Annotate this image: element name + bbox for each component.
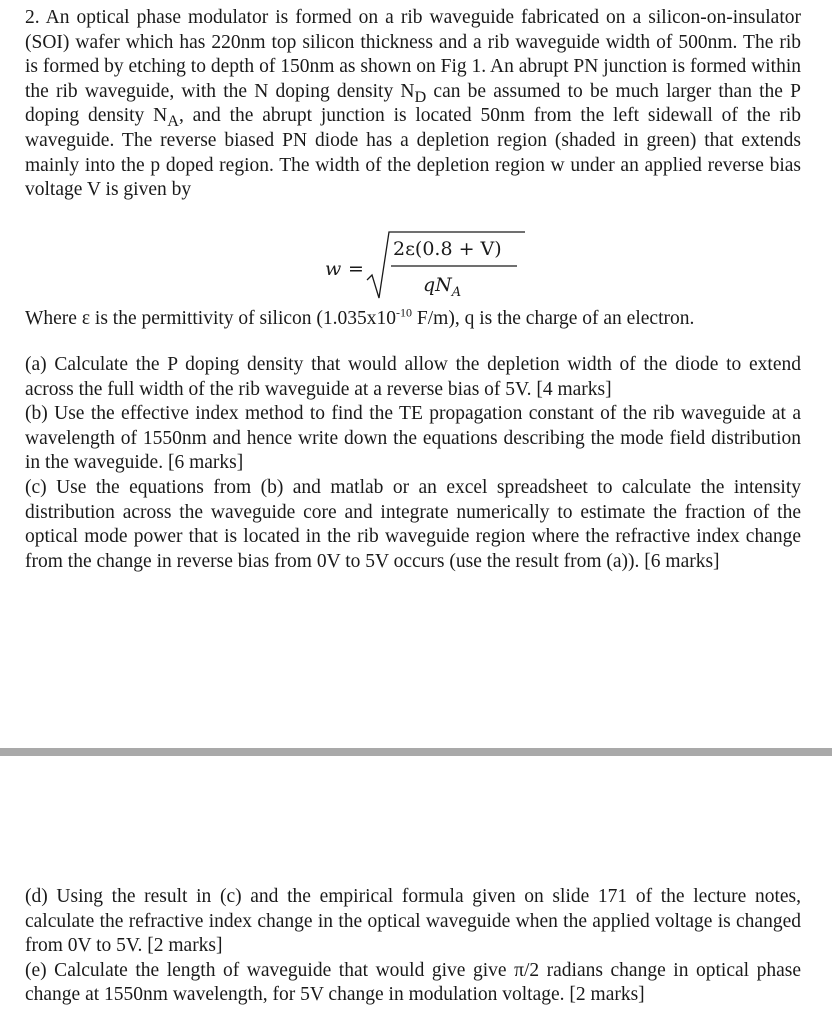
intro-text-3: , and the abrupt junction is located 50nm from the left sidewall of the rib waveguide. The reverse biased PN diode has a depletion region (shaded in green) that extends mainly into the p doped region. The width of the depletion region w under an applied reverse bias voltage V is given by	[25, 105, 801, 201]
where-exponent: -10	[396, 305, 413, 320]
question-parts-a-c	[25, 353, 801, 574]
question-intro	[25, 6, 801, 203]
page-divider	[0, 748, 832, 756]
question-parts-d-e	[25, 885, 801, 1008]
formula-denominator-base: qN	[423, 274, 452, 296]
where-text-after: F/m), q is the charge of an electron.	[412, 308, 695, 329]
part-e: (e) Calculate the length of waveguide that would give give π/2 radians change in optical phase change at 1550nm wavelength, for 5V change in modulation voltage. [2 marks]	[25, 959, 801, 1006]
part-c: (c) Use the equations from (b) and matlab or an excel spreadsheet to calculate the intensity distribution across the waveguide core and integrate numerically to estimate the fraction of the optical mode power that is located in the rib waveguide region where the refractive index change from the change in reverse bias from 0V to 5V occurs (use the result from (a)). [6 marks]	[25, 476, 801, 572]
na-subscript: A	[167, 112, 179, 131]
where-text-before: Where ε is the permittivity of silicon (1.035x10	[25, 308, 397, 329]
question-number: 2.	[25, 7, 40, 28]
depletion-width-formula	[325, 228, 545, 308]
intro-text-2: can be assumed to be much larger than the P doping density N	[25, 80, 801, 127]
nd-subscript: D	[414, 87, 427, 106]
formula-denominator	[423, 274, 462, 300]
part-b: (b) Use the effective index method to find the TE propagation constant of the rib waveguide at a wavelength of 1550nm and hence write down the equations describing the mode field distribution in the waveguide. [6 marks]	[25, 403, 801, 474]
formula-denominator-sub: A	[451, 284, 462, 300]
permittivity-note	[25, 307, 801, 332]
intro-text-1: An optical phase modulator is formed on a rib waveguide fabricated on a silicon-on-insulator (SOI) wafer which has 220nm top silicon thickness and a rib waveguide width of 500nm. The rib is formed by etching to depth of 150nm as shown on Fig 1. An abrupt PN junction is formed within the rib waveguide, with the N doping density N	[25, 7, 801, 102]
formula-lhs: w	[325, 258, 342, 280]
formula-numerator: 2ε(0.8 + V)	[393, 238, 502, 260]
part-d: (d) Using the result in (c) and the empirical formula given on slide 171 of the lecture notes, calculate the refractive index change in the optical waveguide when the applied voltage is changed from 0V to 5V. [2 marks]	[25, 886, 801, 957]
formula-equals: =	[348, 258, 364, 280]
part-a: (a) Calculate the P doping density that would allow the depletion width of the diode to extend across the full width of the rib waveguide at a reverse bias of 5V. [4 marks]	[25, 354, 801, 400]
